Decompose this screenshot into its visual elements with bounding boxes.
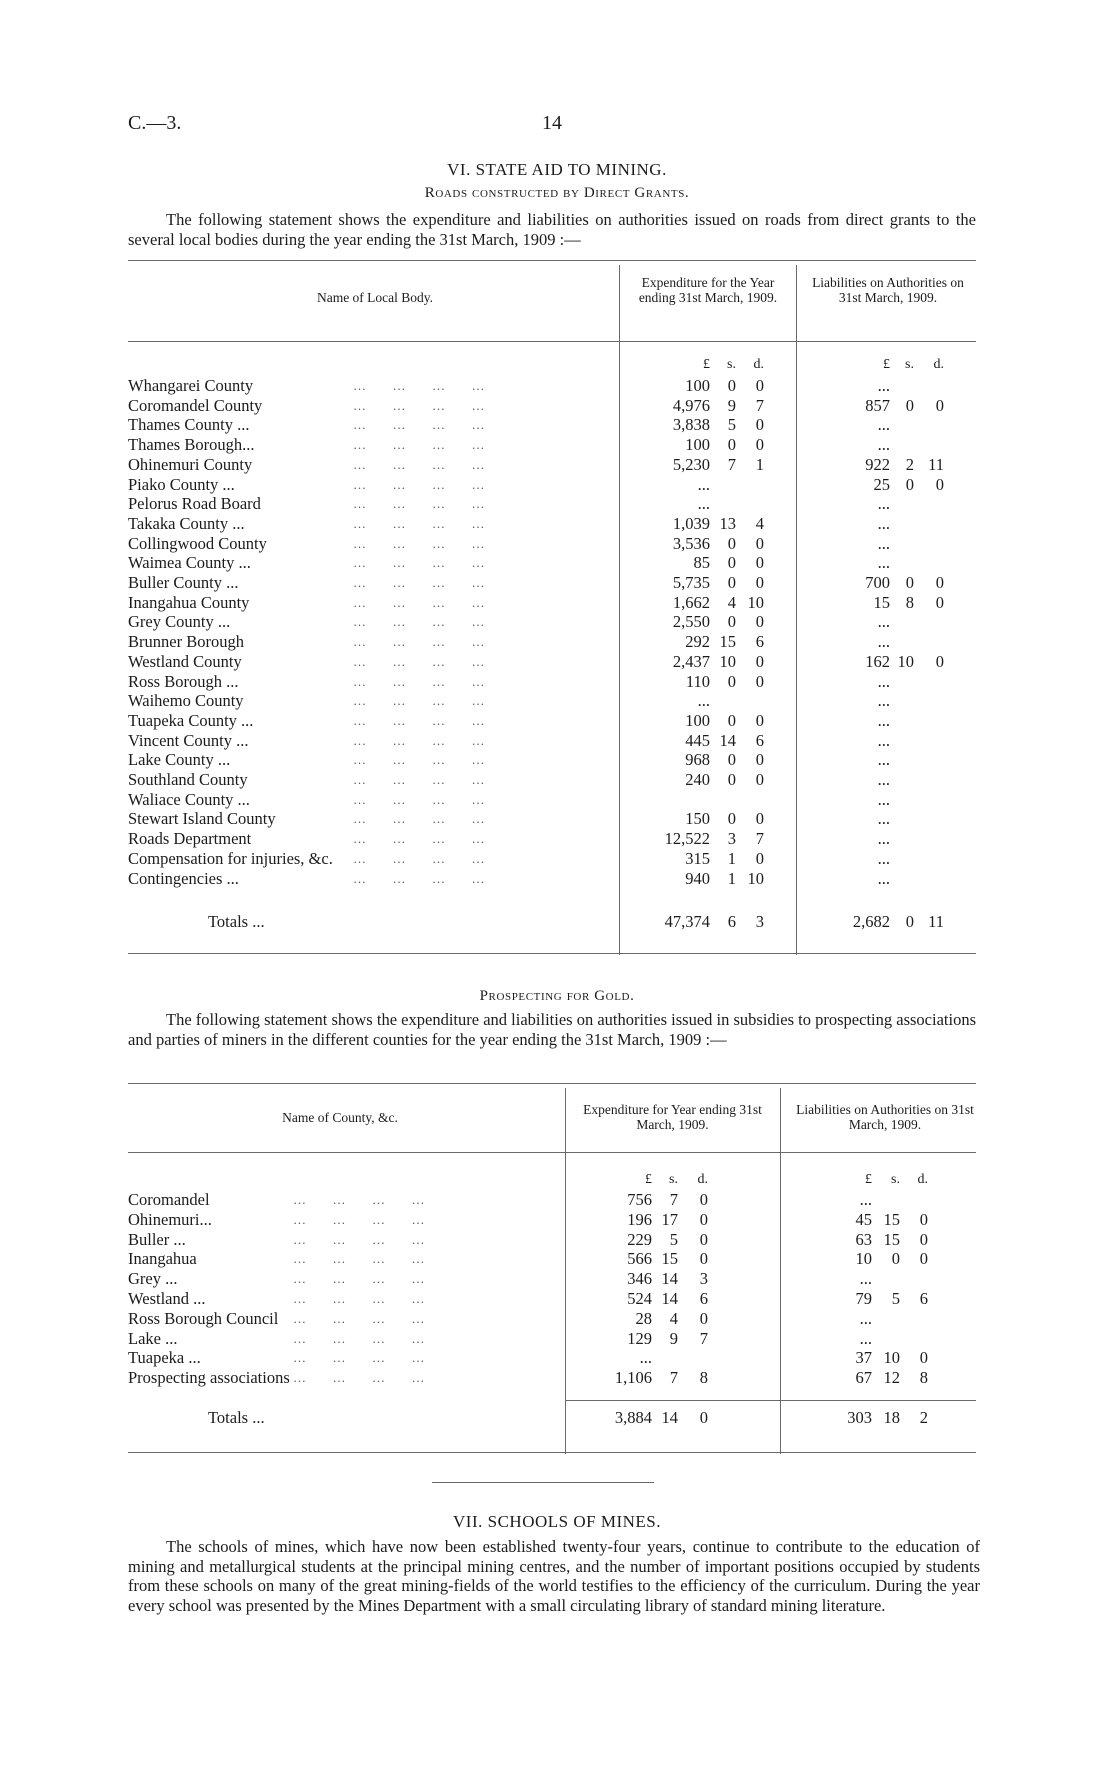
liab-value: ...	[877, 789, 890, 809]
exp-value: 240	[685, 770, 710, 789]
table-row	[128, 1329, 976, 1349]
unit-pound: £	[883, 357, 890, 372]
totals-row	[128, 1408, 976, 1428]
liab-value: ...	[877, 533, 890, 553]
liab-value: ...	[877, 710, 890, 730]
exp-value: 100	[685, 376, 710, 395]
exp-value: 3,536	[672, 533, 710, 553]
exp-value: 0	[755, 573, 764, 592]
liab-value: 8	[919, 1368, 928, 1388]
dot-leader: … … … …	[353, 811, 486, 827]
table-row	[128, 1210, 976, 1230]
dot-leader: … … … …	[353, 476, 486, 492]
row-name: Ohinemuri...	[128, 1209, 212, 1229]
dot-leader: … … … …	[353, 594, 486, 610]
exp-value: ...	[697, 691, 710, 711]
exp-value: 1	[755, 454, 764, 474]
exp-value: 100	[685, 435, 710, 455]
unit-shillings: s.	[891, 1172, 900, 1187]
dot-leader: … … … …	[293, 1370, 426, 1386]
liab-value: ...	[877, 829, 890, 849]
totals-exp: 3,884	[614, 1408, 652, 1427]
liab-value: 2	[905, 454, 914, 474]
row-name: Takaka County ...	[128, 513, 245, 533]
exp-value: 10	[719, 651, 736, 671]
dot-leader: … … … …	[353, 614, 486, 630]
row-name: Lake ...	[128, 1328, 178, 1348]
liab-value: 25	[873, 474, 890, 494]
liab-value: 67	[855, 1368, 872, 1388]
exp-value: 2,437	[672, 651, 710, 671]
totals-exp: 3	[755, 912, 764, 931]
liab-value: ...	[877, 415, 890, 435]
exp-value: 756	[627, 1190, 652, 1209]
col-header-liabilities: Liabilities on Authorities on 31st March, 1909.	[796, 1102, 974, 1132]
totals-exp: 0	[699, 1408, 708, 1427]
dot-leader: … … … …	[293, 1211, 426, 1227]
row-name: Whangarei County	[128, 376, 254, 395]
exp-value: 0	[755, 809, 764, 829]
exp-value: 9	[727, 395, 736, 415]
dot-leader: … … … …	[293, 1231, 426, 1247]
liab-value: ...	[877, 553, 890, 573]
unit-shillings: s.	[669, 1172, 678, 1187]
totals-liab: 18	[883, 1408, 900, 1427]
exp-value: 7	[669, 1368, 678, 1388]
exp-value: 3,838	[672, 415, 710, 435]
exp-value: 524	[627, 1289, 652, 1308]
liab-value: 0	[935, 592, 944, 612]
exp-value: 6	[755, 730, 764, 750]
exp-value: 5,230	[672, 454, 710, 474]
exp-value: 14	[661, 1269, 678, 1289]
dot-leader: … … … …	[353, 575, 486, 590]
col-header-expenditure: Expenditure for Year ending 31st March, 1909.	[583, 1102, 762, 1132]
dot-leader: … … … …	[353, 673, 486, 689]
section-subtitle: Roads constructed by Direct Grants.	[424, 185, 690, 201]
row-name: Tuapeka ...	[128, 1348, 201, 1368]
exp-value: 292	[685, 632, 710, 652]
exp-value: 968	[685, 750, 710, 770]
exp-value: 0	[755, 710, 764, 730]
table-row	[128, 1249, 976, 1269]
liab-value: ...	[859, 1269, 872, 1289]
exp-value: 0	[727, 612, 736, 632]
liab-value: 162	[865, 651, 890, 671]
row-name: Thames County ...	[128, 415, 250, 435]
exp-value: 0	[727, 553, 736, 573]
dot-leader: … … … …	[353, 850, 486, 866]
liab-value: 6	[919, 1289, 928, 1308]
exp-value: 0	[755, 651, 764, 671]
table-rule-totals	[565, 1400, 976, 1401]
unit-pence: d.	[697, 1172, 708, 1187]
liab-value: ...	[877, 691, 890, 711]
exp-value: 85	[693, 553, 710, 573]
unit-shillings: s.	[905, 357, 914, 372]
section-title: VI. STATE AID TO MINING.	[447, 160, 667, 179]
liab-value: 63	[855, 1229, 872, 1249]
totals-exp: 6	[727, 912, 736, 931]
prospecting-subtitle: Prospecting for Gold.	[479, 988, 635, 1004]
row-name: Lake County ...	[128, 750, 231, 770]
dot-leader: … … … …	[293, 1251, 426, 1267]
row-name: Coromandel County	[128, 395, 263, 415]
exp-value: 1,039	[672, 513, 710, 533]
exp-value: 14	[719, 730, 736, 750]
liab-value: 10	[883, 1348, 900, 1368]
exp-value: 445	[685, 730, 710, 750]
liab-value: ...	[859, 1308, 872, 1328]
exp-value: 7	[755, 829, 764, 849]
exp-value: 28	[635, 1308, 652, 1328]
liab-value: ...	[877, 435, 890, 455]
exp-value: 0	[755, 553, 764, 573]
liab-value: 0	[891, 1249, 900, 1269]
exp-value: 0	[755, 376, 764, 395]
exp-value: 15	[719, 632, 736, 652]
exp-value: 0	[755, 671, 764, 691]
dot-leader: … … … …	[353, 791, 486, 807]
row-name: Pelorus Road Board	[128, 494, 261, 514]
exp-value: 1,106	[614, 1368, 652, 1388]
row-name: Compensation for injuries, &c.	[128, 848, 333, 868]
exp-value: 150	[685, 809, 710, 829]
page-number: 14	[542, 112, 562, 134]
exp-value: 0	[727, 750, 736, 770]
totals-label: Totals ...	[208, 1408, 265, 1427]
table-rule-top	[128, 1083, 976, 1084]
exp-value: 0	[727, 376, 736, 395]
exp-value: 5,735	[672, 573, 710, 592]
exp-value: 8	[699, 1368, 708, 1388]
exp-value: 0	[755, 533, 764, 553]
exp-value: 0	[727, 770, 736, 789]
liab-value: 0	[919, 1249, 928, 1269]
exp-value: 2,550	[672, 612, 710, 632]
exp-value: 7	[669, 1190, 678, 1209]
dot-leader: … … … …	[293, 1350, 426, 1366]
dot-leader: … … … …	[353, 515, 486, 531]
table-row	[128, 1289, 976, 1309]
row-name: Inangahua County	[128, 592, 250, 612]
row-name: Roads Department	[128, 829, 252, 849]
exp-value: 1	[727, 868, 736, 888]
liab-value: 0	[919, 1229, 928, 1249]
liab-value: ...	[877, 612, 890, 632]
row-name: Westland County	[128, 651, 242, 671]
row-name: Buller ...	[128, 1229, 186, 1249]
dot-leader: … … … …	[353, 417, 486, 433]
liab-value: 5	[891, 1289, 900, 1308]
liab-value: 0	[905, 395, 914, 415]
intro-text: The following statement shows the expenditure and liabilities on authorities issued on roads from direct grants to the several local bodies during the year ending the 31st March, 1909 :—	[128, 210, 976, 249]
liab-value: 15	[873, 592, 890, 612]
unit-pence: d.	[917, 1172, 928, 1187]
exp-value: 17	[661, 1209, 678, 1229]
exp-value: 5	[727, 415, 736, 435]
col-header-name: Name of Local Body.	[316, 290, 434, 305]
prospecting-text: The following statement shows the expenditure and liabilities on authorities issued in subsidies to prospecting associations and parties of miners in the different counties for the year ending the 31st March, 1909 :—	[128, 1010, 976, 1049]
exp-value: 315	[685, 848, 710, 868]
exp-value: 0	[727, 671, 736, 691]
row-name: Prospecting associations	[128, 1368, 290, 1388]
dot-leader: … … … …	[353, 437, 486, 453]
liab-value: ...	[877, 730, 890, 750]
table-rule-bottom	[128, 1452, 976, 1453]
unit-pound: £	[645, 1172, 652, 1187]
table-row	[128, 1368, 976, 1388]
dot-leader: … … … …	[353, 496, 486, 512]
liab-value: ...	[877, 848, 890, 868]
exp-value: 346	[627, 1269, 652, 1289]
exp-value: 0	[755, 770, 764, 789]
dot-leader: … … … …	[353, 870, 486, 886]
exp-value: 0	[699, 1229, 708, 1249]
table-row	[128, 1230, 976, 1250]
unit-pence: d.	[753, 357, 764, 372]
liab-value: ...	[859, 1328, 872, 1348]
schools-paragraph	[128, 1537, 980, 1615]
dot-leader: … … … …	[353, 555, 486, 571]
dot-leader: … … … …	[353, 693, 486, 709]
row-name: Inangahua	[128, 1249, 197, 1269]
liab-value: 10	[855, 1249, 872, 1269]
row-name: Waihemo County	[128, 691, 244, 711]
dot-leader: … … … …	[353, 732, 486, 748]
dot-leader: … … … …	[353, 535, 486, 551]
exp-value: 0	[755, 848, 764, 868]
exp-value: 0	[727, 573, 736, 592]
col-header-name: Name of County, &c.	[282, 1110, 398, 1125]
exp-value: 3	[699, 1269, 708, 1289]
unit-pound: £	[865, 1172, 872, 1187]
liab-value: 0	[919, 1209, 928, 1229]
liab-value: ...	[877, 671, 890, 691]
exp-value: 566	[627, 1249, 652, 1269]
row-name: Piako County ...	[128, 474, 235, 494]
totals-liab: 303	[847, 1408, 872, 1427]
unit-pound: £	[703, 357, 710, 372]
exp-value: 229	[627, 1229, 652, 1249]
exp-value: 940	[685, 868, 710, 888]
exp-value: 9	[669, 1328, 678, 1348]
schools-text: The schools of mines, which have now been established twenty-four years, continue to contribute to the education of mining and metallurgical students at the principal mining centres, and the number of important positions occupied by students from these schools on many of the great mining-fields of the world testifies to the efficiency of the curriculum. During the year every school was presented by the Mines Department with a small circulating library of standard mining literature.	[128, 1537, 980, 1615]
exp-value: 4	[755, 513, 764, 533]
exp-value: ...	[697, 474, 710, 494]
totals-label: Totals ...	[208, 912, 265, 931]
unit-pence: d.	[933, 357, 944, 372]
row-name: Waliace County ...	[128, 789, 250, 809]
liab-value: ...	[877, 750, 890, 770]
liab-value: 922	[865, 454, 890, 474]
totals-liab: 0	[905, 912, 914, 931]
row-name: Thames Borough...	[128, 435, 255, 455]
exp-value: 1	[727, 848, 736, 868]
liab-value: 12	[883, 1368, 900, 1388]
exp-value: 0	[755, 415, 764, 435]
exp-value: 0	[727, 710, 736, 730]
exp-value: 1,662	[672, 592, 710, 612]
document-reference: C.—3.	[128, 112, 182, 134]
row-name: Southland County	[128, 770, 248, 789]
dot-leader: … … … …	[293, 1310, 426, 1326]
exp-value: 0	[699, 1190, 708, 1209]
liab-value: 0	[935, 573, 944, 592]
exp-value: 196	[627, 1209, 652, 1229]
totals-exp: 47,374	[664, 912, 710, 931]
row-name: Buller County ...	[128, 573, 239, 592]
liab-value: ...	[877, 770, 890, 789]
exp-value: 0	[727, 533, 736, 553]
section-divider	[432, 1482, 654, 1483]
dot-leader: … … … …	[353, 634, 486, 650]
liab-value: 700	[865, 573, 890, 592]
exp-value: 0	[755, 612, 764, 632]
liab-value: 11	[928, 454, 944, 474]
exp-value: 0	[699, 1209, 708, 1229]
exp-value: 6	[755, 632, 764, 652]
row-name: Brunner Borough	[128, 632, 244, 652]
exp-value: 4,976	[672, 395, 710, 415]
row-name: Contingencies ...	[128, 868, 239, 888]
dot-leader: … … … …	[293, 1192, 426, 1207]
row-name: Vincent County ...	[128, 730, 249, 750]
exp-value: 0	[699, 1308, 708, 1328]
table-row	[128, 1309, 976, 1329]
liab-value: ...	[877, 632, 890, 652]
exp-value: 14	[661, 1289, 678, 1308]
row-name: Collingwood County	[128, 533, 267, 553]
exp-value: 6	[699, 1289, 708, 1308]
liab-value: 79	[855, 1289, 872, 1308]
table-row	[128, 1190, 976, 1210]
liab-value: 10	[897, 651, 914, 671]
exp-value: 0	[755, 750, 764, 770]
exp-value: 0	[727, 809, 736, 829]
totals-exp: 14	[661, 1408, 678, 1427]
exp-value: 12,522	[664, 829, 710, 849]
liab-value: 37	[855, 1348, 872, 1368]
row-name: Waimea County ...	[128, 553, 251, 573]
col-header-expenditure: Expenditure for the Year ending 31st March, 1909.	[638, 275, 778, 305]
dot-leader: … … … …	[293, 1271, 426, 1287]
liab-value: ...	[877, 494, 890, 514]
exp-value: 13	[719, 513, 736, 533]
row-name: Coromandel	[128, 1190, 210, 1209]
exp-value: 129	[627, 1328, 652, 1348]
liab-value: ...	[877, 809, 890, 829]
row-name: Ross Borough Council	[128, 1308, 279, 1328]
liab-value: 0	[935, 474, 944, 494]
totals-liab: 11	[928, 912, 944, 931]
dot-leader: … … … …	[293, 1291, 426, 1306]
dot-leader: … … … …	[353, 752, 486, 768]
dot-leader: … … … …	[353, 831, 486, 847]
liab-value: 45	[855, 1209, 872, 1229]
exp-value: 100	[685, 710, 710, 730]
liab-value: ...	[877, 868, 890, 888]
exp-value: 15	[661, 1249, 678, 1269]
exp-value: 7	[699, 1328, 708, 1348]
liab-value: 0	[919, 1348, 928, 1368]
table-row	[128, 1348, 976, 1368]
liab-value: ...	[877, 376, 890, 395]
exp-value: 7	[755, 395, 764, 415]
section-title: VII. SCHOOLS OF MINES.	[453, 1512, 661, 1531]
dot-leader: … … … …	[353, 653, 486, 669]
liab-value: 15	[883, 1229, 900, 1249]
exp-value: 3	[727, 829, 736, 849]
dot-leader: … … … …	[353, 378, 486, 393]
dot-leader: … … … …	[353, 772, 486, 787]
row-name: Grey ...	[128, 1269, 178, 1289]
exp-value: 4	[727, 592, 736, 612]
exp-value: 4	[669, 1308, 678, 1328]
exp-value: 0	[755, 435, 764, 455]
row-name: Ross Borough ...	[128, 671, 239, 691]
row-name: Ohinemuri County	[128, 454, 253, 474]
exp-value: 0	[727, 435, 736, 455]
liab-value: 0	[905, 573, 914, 592]
exp-value: 110	[685, 671, 710, 691]
liab-value: 0	[935, 395, 944, 415]
liab-value: 857	[865, 395, 890, 415]
liab-value: ...	[877, 513, 890, 533]
liab-value: 15	[883, 1209, 900, 1229]
totals-liab: 2	[919, 1408, 928, 1427]
exp-value: 10	[747, 592, 764, 612]
row-name: Westland ...	[128, 1289, 206, 1308]
table-rule-head	[128, 1152, 976, 1153]
row-name: Grey County ...	[128, 612, 231, 632]
row-name: Tuapeka County ...	[128, 710, 254, 730]
exp-value: ...	[639, 1348, 652, 1368]
exp-value: 5	[669, 1229, 678, 1249]
table-row	[128, 1269, 976, 1289]
exp-value: 0	[699, 1249, 708, 1269]
dot-leader: … … … …	[353, 456, 486, 472]
liab-value: 8	[905, 592, 914, 612]
dot-leader: … … … …	[353, 712, 486, 728]
unit-shillings: s.	[727, 357, 736, 372]
liab-value: 0	[935, 651, 944, 671]
totals-liab: 2,682	[852, 912, 890, 931]
liab-value: ...	[859, 1190, 872, 1209]
liab-value: 0	[905, 474, 914, 494]
exp-value: 10	[747, 868, 764, 888]
exp-value: 7	[727, 454, 736, 474]
exp-value: ...	[697, 494, 710, 514]
col-header-liabilities: Liabilities on Authorities on 31st March, 1909.	[812, 275, 964, 305]
dot-leader: … … … …	[293, 1330, 426, 1346]
row-name: Stewart Island County	[128, 809, 276, 829]
dot-leader: … … … …	[353, 397, 486, 413]
